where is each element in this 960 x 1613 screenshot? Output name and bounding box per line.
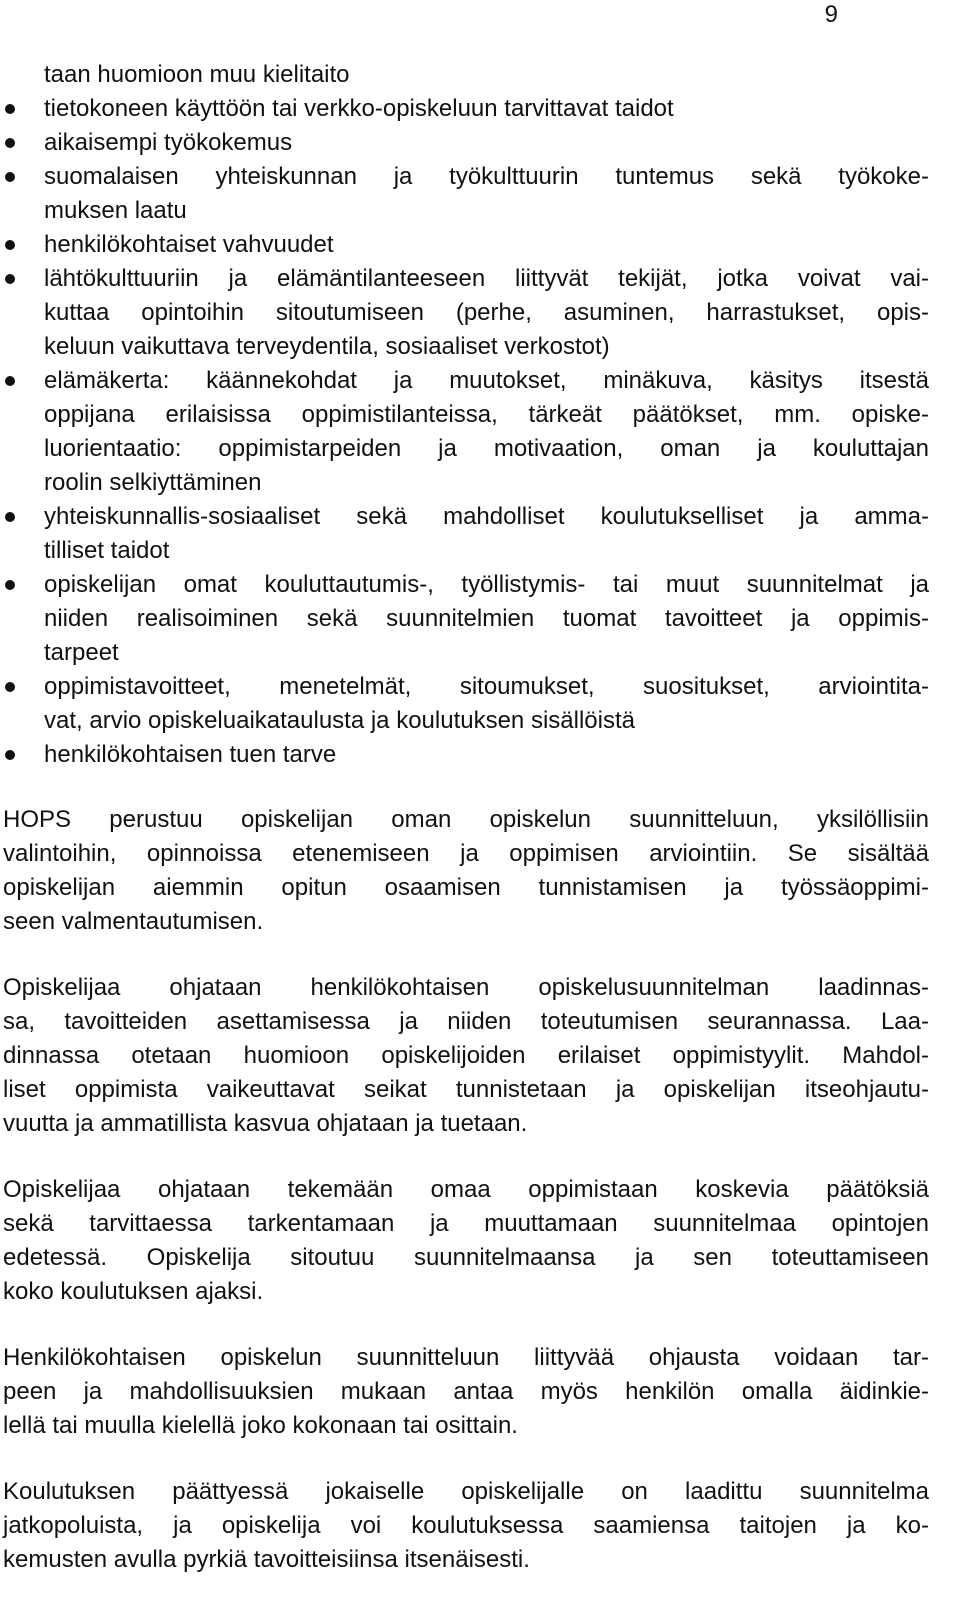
paragraph-line: valintoihin, opinnoissa etenemiseen ja oppimisen arviointiin. Se sisältää bbox=[3, 840, 929, 867]
bullet-icon bbox=[5, 580, 15, 590]
list-item-line: tilliset taidot bbox=[44, 537, 170, 564]
body-paragraph bbox=[3, 1173, 929, 1309]
list-item-line: elämäkerta: käännekohdat ja muutokset, minäkuva, käsitys itsestä bbox=[44, 367, 929, 394]
list-item-line: aikaisempi työkokemus bbox=[44, 129, 293, 156]
paragraph-line: koko koulutuksen ajaksi. bbox=[3, 1278, 264, 1305]
body-paragraph bbox=[3, 1475, 929, 1577]
bullet-list bbox=[3, 92, 929, 772]
paragraph-line: sekä tarvittaessa tarkentamaan ja muuttamaan suunnitelmaa opintojen bbox=[3, 1210, 929, 1237]
list-item-line: tarpeet bbox=[44, 639, 119, 666]
list-item bbox=[3, 228, 929, 262]
list-item-line: vat, arvio opiskeluaikataulusta ja koulutuksen sisällöistä bbox=[44, 707, 635, 734]
list-item bbox=[3, 126, 929, 160]
list-item-line: kuttaa opintoihin sitoutumiseen (perhe, asuminen, harrastukset, opis- bbox=[44, 299, 929, 326]
list-item-line: lähtökulttuuriin ja elämäntilanteeseen liittyvät tekijät, jotka voivat vai- bbox=[44, 265, 929, 292]
list-item bbox=[3, 92, 929, 126]
list-item-line: suomalaisen yhteiskunnan ja työkulttuurin tuntemus sekä työkoke- bbox=[44, 163, 929, 190]
paragraph-line: opiskelijan aiemmin opitun osaamisen tunnistamisen ja työssäoppimi- bbox=[3, 874, 929, 901]
bullet-icon bbox=[5, 104, 15, 114]
paragraph-line: vuutta ja ammatillista kasvua ohjataan ja tuetaan. bbox=[3, 1110, 528, 1137]
list-item bbox=[3, 500, 929, 568]
paragraph-line: lellä tai muulla kielellä joko kokonaan tai osittain. bbox=[3, 1412, 518, 1439]
paragraphs bbox=[3, 803, 929, 1577]
document-body bbox=[3, 58, 929, 1577]
list-item bbox=[3, 738, 929, 772]
list-item bbox=[3, 262, 929, 364]
body-paragraph bbox=[3, 803, 929, 939]
list-item bbox=[3, 160, 929, 228]
list-item-line: keluun vaikuttava terveydentila, sosiaaliset verkostot) bbox=[44, 333, 610, 360]
list-item-line: yhteiskunnallis-sosiaaliset sekä mahdolliset koulutukselliset ja amma- bbox=[44, 503, 929, 530]
list-item-line: opiskelijan omat kouluttautumis-, työllistymis- tai muut suunnitelmat ja bbox=[44, 571, 929, 598]
list-item-line: niiden realisoiminen sekä suunnitelmien tuomat tavoitteet ja oppimis- bbox=[44, 605, 929, 632]
paragraph-line: sa, tavoitteiden asettamisessa ja niiden toteutumisen seurannassa. Laa- bbox=[3, 1008, 929, 1035]
bullet-icon bbox=[5, 512, 15, 522]
list-item-line: oppimistavoitteet, menetelmät, sitoumukset, suositukset, arviointita- bbox=[44, 673, 929, 700]
paragraph-line: Henkilökohtaisen opiskelun suunnitteluun liittyvää ohjausta voidaan tar- bbox=[3, 1344, 929, 1371]
bullet-icon bbox=[5, 172, 15, 182]
bullet-icon bbox=[5, 240, 15, 250]
list-item-line: luorientaatio: oppimistarpeiden ja motivaation, oman ja kouluttajan bbox=[44, 435, 929, 462]
list-item bbox=[3, 670, 929, 738]
paragraph-line: edetessä. Opiskelija sitoutuu suunnitelmaansa ja sen toteuttamiseen bbox=[3, 1244, 929, 1271]
bullet-icon bbox=[5, 750, 15, 760]
page-number: 9 bbox=[824, 1, 838, 28]
paragraph-line: Opiskelijaa ohjataan henkilökohtaisen opiskelusuunnitelman laadinnas- bbox=[3, 974, 929, 1001]
paragraph-line: seen valmentautumisen. bbox=[3, 908, 264, 935]
paragraph-line: Koulutuksen päättyessä jokaiselle opiskelijalle on laadittu suunnitelma bbox=[3, 1478, 929, 1505]
paragraph-line: jatkopoluista, ja opiskelija voi koulutuksessa saamiensa taitojen ja ko- bbox=[3, 1512, 929, 1539]
body-paragraph bbox=[3, 1341, 929, 1443]
list-item bbox=[3, 364, 929, 500]
body-paragraph bbox=[3, 971, 929, 1141]
list-item-line: henkilökohtaiset vahvuudet bbox=[44, 231, 334, 258]
paragraph-line: HOPS perustuu opiskelijan oman opiskelun suunnitteluun, yksilöllisiin bbox=[3, 806, 929, 833]
list-item-line: henkilökohtaisen tuen tarve bbox=[44, 741, 337, 768]
bullet-icon bbox=[5, 682, 15, 692]
paragraph-line: Opiskelijaa ohjataan tekemään omaa oppimistaan koskevia päätöksiä bbox=[3, 1176, 929, 1203]
list-item-line: muksen laatu bbox=[44, 197, 187, 224]
paragraph-line: dinnassa otetaan huomioon opiskelijoiden erilaiset oppimistyylit. Mahdol- bbox=[3, 1042, 929, 1069]
bullet-icon bbox=[5, 138, 15, 148]
paragraph-line: liset oppimista vaikeuttavat seikat tunnistetaan ja opiskelijan itseohjautu- bbox=[3, 1076, 929, 1103]
paragraph-line: peen ja mahdollisuuksien mukaan antaa myös henkilön omalla äidinkie- bbox=[3, 1378, 929, 1405]
list-item-line: tietokoneen käyttöön tai verkko-opiskeluun tarvittavat taidot bbox=[44, 95, 674, 122]
bullet-icon bbox=[5, 274, 15, 284]
list-intro-line: taan huomioon muu kielitaito bbox=[44, 61, 350, 88]
list-item-line: roolin selkiyttäminen bbox=[44, 469, 262, 496]
list-item bbox=[3, 568, 929, 670]
bullet-icon bbox=[5, 376, 15, 386]
list-item-line: oppijana erilaisissa oppimistilanteissa, tärkeät päätökset, mm. opiske- bbox=[44, 401, 929, 428]
paragraph-line: kemusten avulla pyrkiä tavoitteisiinsa itsenäisesti. bbox=[3, 1546, 530, 1573]
